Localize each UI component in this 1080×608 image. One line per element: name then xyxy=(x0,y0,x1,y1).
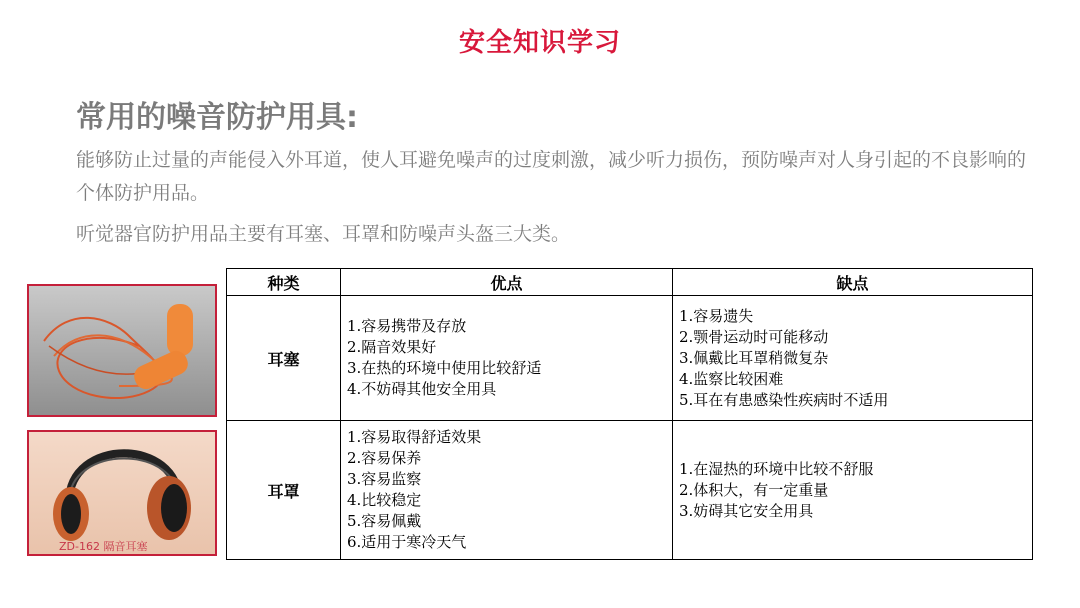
earplug-photo xyxy=(27,284,217,417)
list-item: 2.颚骨运动时可能移动 xyxy=(679,327,829,346)
table-row xyxy=(227,296,1033,421)
list-item: 2.隔音效果好 xyxy=(347,338,437,356)
list-item: 5.耳在有患感染性疾病时不适用 xyxy=(679,390,889,409)
list-item: 4.监察比较困难 xyxy=(679,369,784,388)
comparison-table xyxy=(226,268,1033,560)
earplug-pros xyxy=(341,296,673,421)
header-cons: 缺点 xyxy=(673,269,1033,296)
list-item: 1.容易携带及存放 xyxy=(347,317,467,335)
type-earplug: 耳塞 xyxy=(227,296,341,421)
list-item: 6.适用于寒冷天气 xyxy=(347,533,467,551)
categories-paragraph: 听觉器官防护用品主要有耳塞、耳罩和防噪声头盔三大类。 xyxy=(76,223,571,245)
earplug-cons xyxy=(673,296,1033,421)
section-heading: 常用的噪音防护用具: xyxy=(76,100,358,135)
earmuff-photo-caption: ZD-162 隔音耳塞 xyxy=(59,540,148,553)
list-item: 1.在湿热的环境中比较不舒服 xyxy=(679,459,874,478)
list-item: 3.容易监察 xyxy=(347,470,422,488)
list-item: 1.容易取得舒适效果 xyxy=(347,428,482,446)
list-item: 3.在热的环境中使用比较舒适 xyxy=(347,359,542,377)
list-item: 3.佩戴比耳罩稍微复杂 xyxy=(679,348,829,367)
list-item: 2.体积大，有一定重量 xyxy=(679,480,829,499)
page-title: 安全知识学习 xyxy=(458,28,621,58)
intro-paragraph: 能够防止过量的声能侵入外耳道，使人耳避免噪声的过度刺激，减少听力损伤，预防噪声对人身引起的不良影响的个体防护用品。 xyxy=(76,149,1027,204)
earmuff-pros xyxy=(341,421,673,560)
list-item: 1.容易遗失 xyxy=(679,306,754,325)
list-item: 4.比较稳定 xyxy=(347,491,422,509)
list-item: 2.容易保养 xyxy=(347,449,422,467)
list-item: 3.妨碍其它安全用具 xyxy=(679,501,814,520)
earmuff-cons xyxy=(673,421,1033,560)
table-header-row xyxy=(227,269,1033,296)
earmuff-photo xyxy=(27,430,217,556)
header-type: 种类 xyxy=(227,269,341,296)
list-item: 5.容易佩戴 xyxy=(347,512,422,530)
header-pros: 优点 xyxy=(341,269,673,296)
type-earmuff: 耳罩 xyxy=(227,421,341,560)
table-row xyxy=(227,421,1033,560)
list-item: 4.不妨碍其他安全用具 xyxy=(347,380,497,398)
